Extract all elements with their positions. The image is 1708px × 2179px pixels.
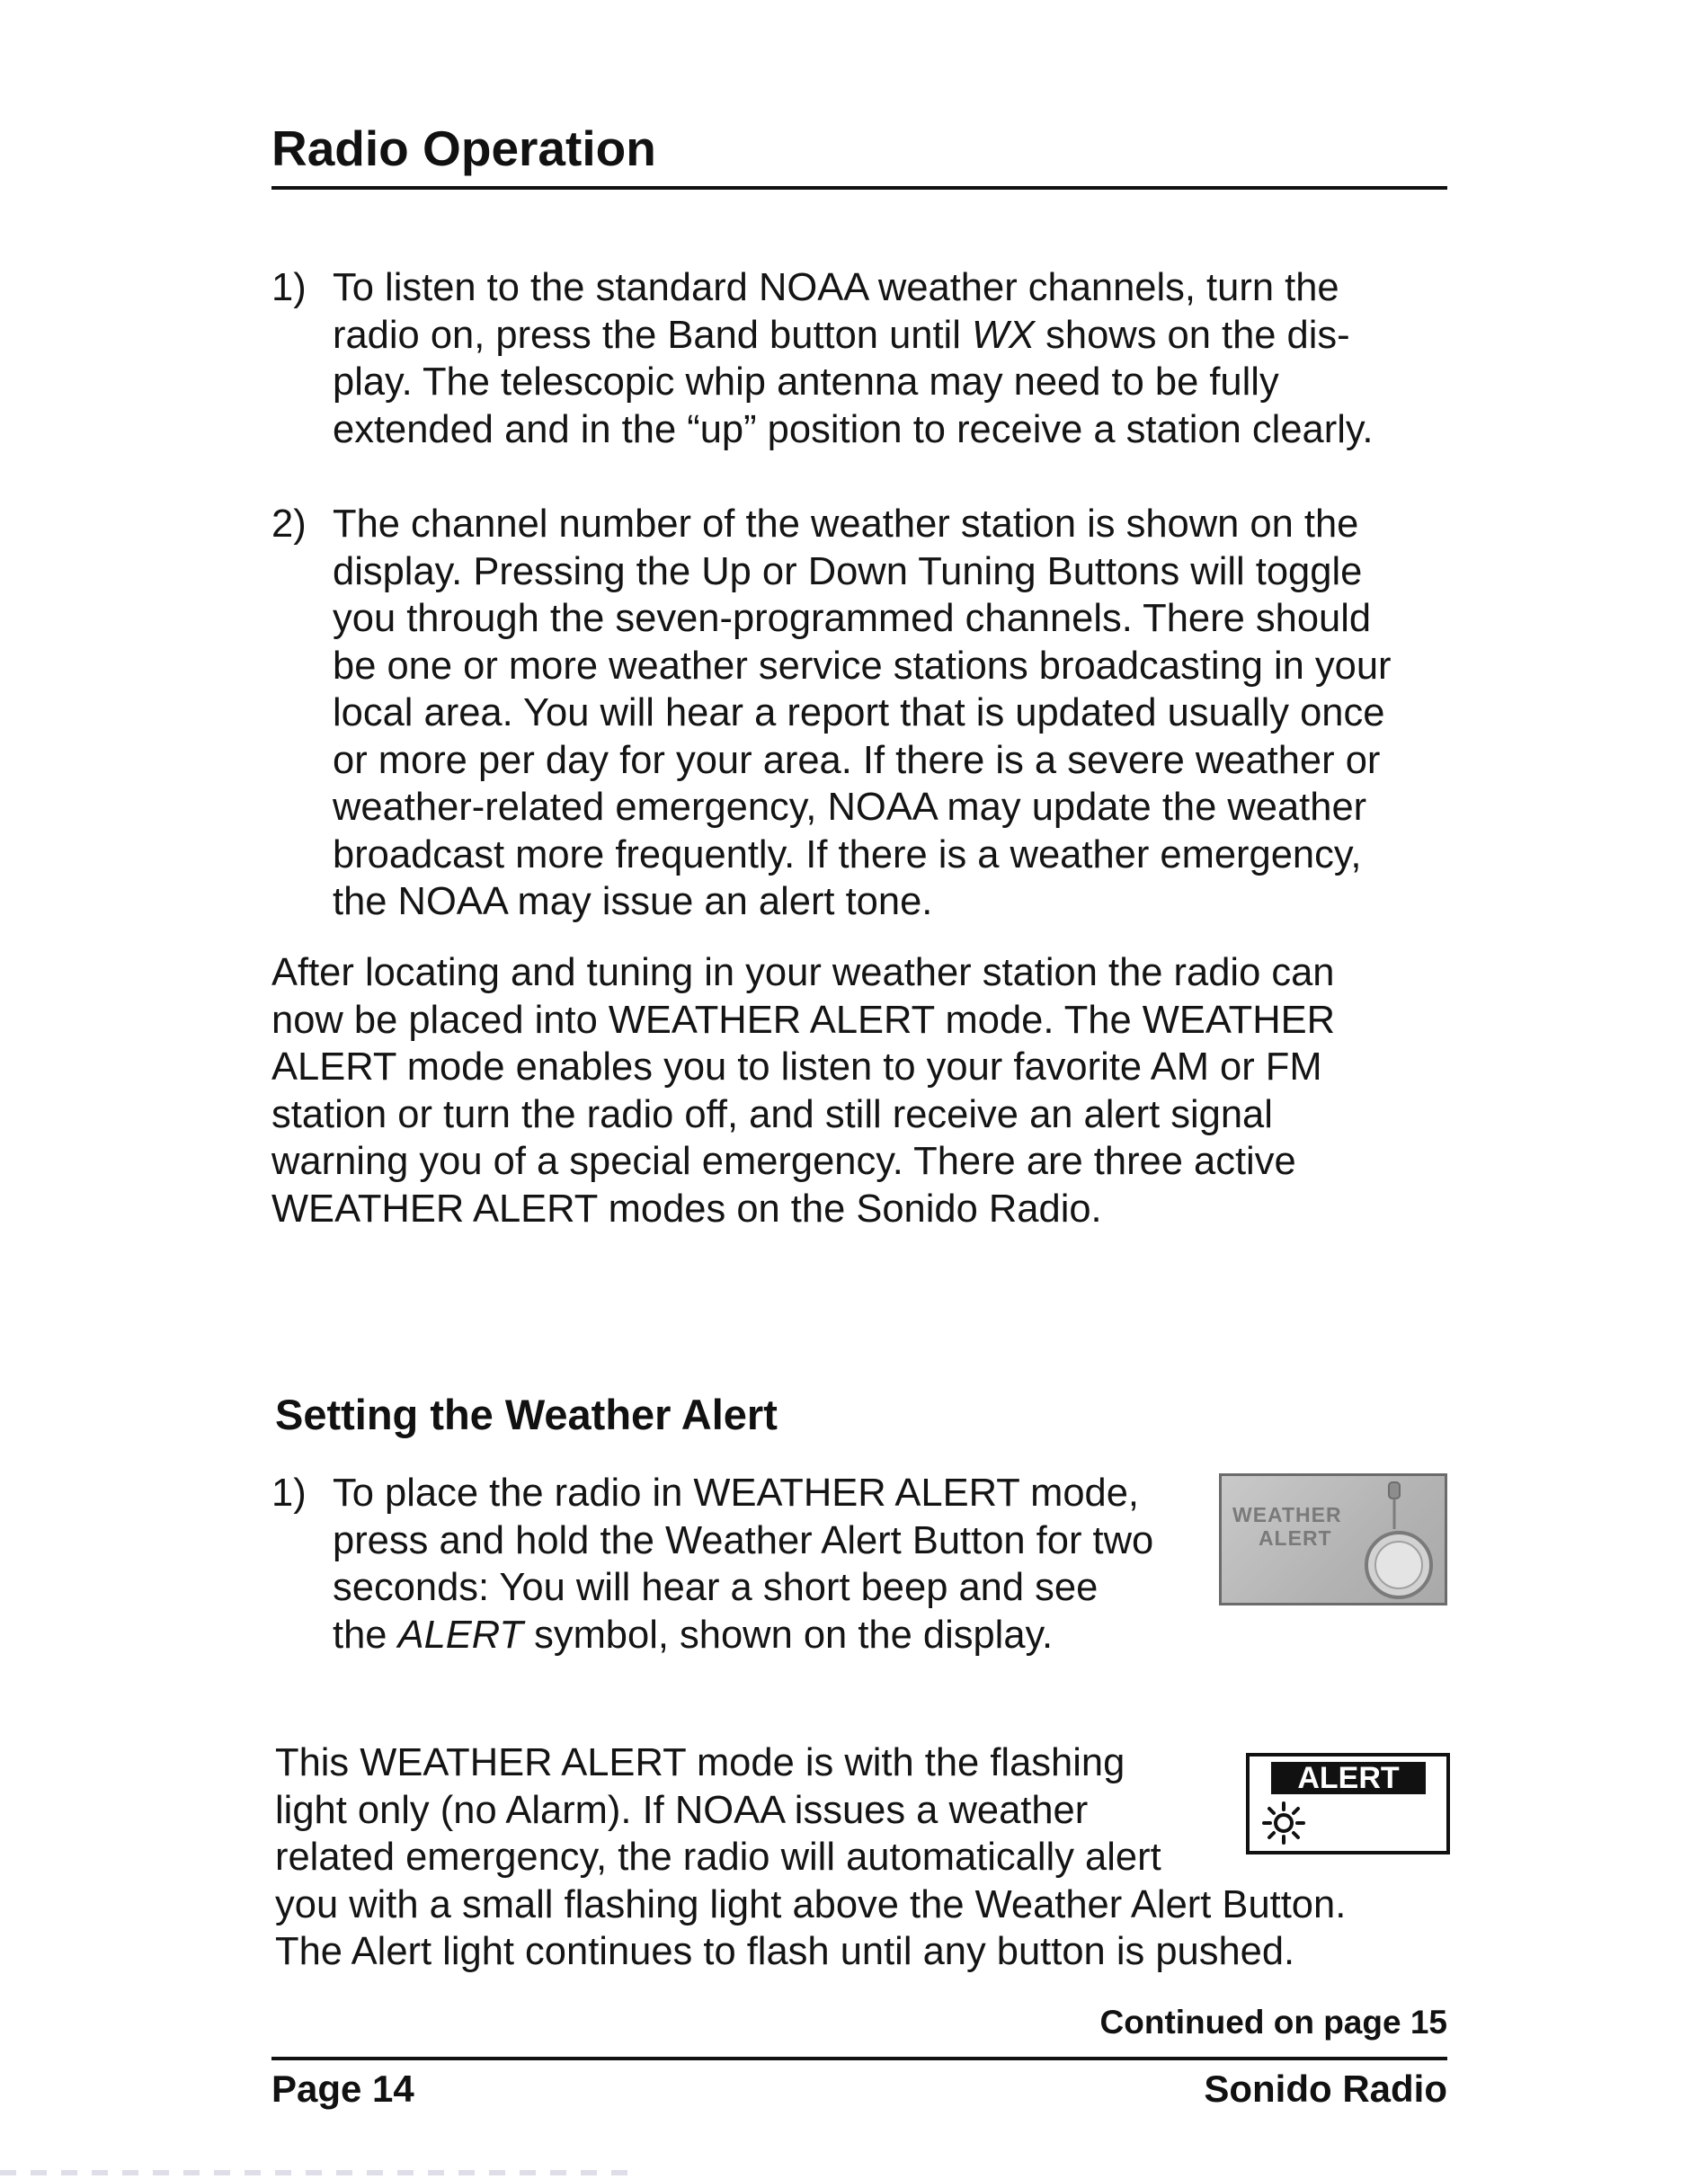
text-line: press and hold the Weather Alert Button for two — [333, 1518, 1154, 1562]
text-line: ALERT mode enables you to listen to your favorite AM or FM — [271, 1045, 1322, 1089]
text-line: you through the seven-programmed channels. There should — [333, 597, 1372, 640]
text-line: seconds: You will hear a short beep and see — [333, 1566, 1099, 1609]
text-line: WEATHER ALERT modes on the Sonido Radio. — [271, 1187, 1102, 1231]
text-line: radio on, press the Band button until WX shows on the dis- — [333, 313, 1350, 357]
text-line: play. The telescopic whip antenna may need to be fully — [333, 360, 1279, 404]
flashing-light-icon — [1262, 1801, 1305, 1845]
button-label-line: ALERT — [1258, 1526, 1332, 1550]
text-line: the ALERT symbol, shown on the display. — [333, 1613, 1054, 1657]
text-line: extended and in the “up” position to receive a station clearly. — [333, 407, 1374, 451]
page-title: Radio Operation — [271, 120, 656, 176]
scan-artifact — [0, 2170, 629, 2175]
text-line: the NOAA may issue an alert tone. — [333, 880, 933, 923]
round-button-icon — [1219, 1473, 1447, 1605]
text-line: display. Pressing the Up or Down Tuning Buttons will toggle — [333, 549, 1363, 593]
weather-alert-button-illustration — [1219, 1473, 1447, 1605]
text-line: This WEATHER ALERT mode is with the flashing — [275, 1741, 1125, 1784]
alert-tag: ALERT — [1271, 1762, 1426, 1794]
text-line: or more per day for your area. If there is a severe weather or — [333, 738, 1381, 782]
continued-note: Continued on page 15 — [1099, 2004, 1447, 2041]
list-item — [333, 264, 1373, 453]
body-paragraph — [275, 1739, 1346, 1976]
button-label-line: WEATHER — [1232, 1503, 1342, 1526]
body-paragraph — [271, 949, 1335, 1232]
list-item — [333, 501, 1392, 926]
text-line: broadcast more frequently. If there is a weather emergency, — [333, 832, 1362, 876]
text-line: warning you of a special emergency. There are three active — [271, 1140, 1296, 1183]
text-line: weather-related emergency, NOAA may update the weather — [333, 786, 1367, 829]
text-line: station or turn the radio off, and still receive an alert signal — [271, 1092, 1273, 1136]
section-heading: Setting the Weather Alert — [275, 1391, 778, 1438]
text-line: To listen to the standard NOAA weather channels, turn the — [333, 266, 1339, 309]
title-divider — [271, 186, 1447, 190]
product-name: Sonido Radio — [1204, 2068, 1447, 2110]
text-line: now be placed into WEATHER ALERT mode. The WEATHER — [271, 998, 1336, 1042]
text-line: light only (no Alarm). If NOAA issues a weather — [275, 1788, 1089, 1832]
list-item-number: 2) — [271, 503, 307, 546]
list-item-number: 1) — [271, 266, 307, 309]
footer-divider — [271, 2057, 1447, 2060]
text-line: related emergency, the radio will automatically alert — [275, 1836, 1161, 1879]
text-line: To place the radio in WEATHER ALERT mode, — [333, 1472, 1139, 1515]
page-number: Page 14 — [271, 2068, 414, 2110]
text-line: local area. You will hear a report that is updated usually once — [333, 691, 1385, 734]
text-line: be one or more weather service stations broadcasting in your — [333, 644, 1392, 688]
text-line: The Alert light continues to flash until any button is pushed. — [275, 1930, 1295, 1973]
text-line: After locating and tuning in your weather station the radio can — [271, 951, 1335, 994]
text-line: The channel number of the weather station is shown on the — [333, 503, 1359, 546]
list-item — [333, 1470, 1153, 1659]
list-item-number: 1) — [271, 1472, 307, 1515]
text-line: you with a small flashing light above the Weather Alert Button. — [275, 1882, 1347, 1926]
alert-display-illustration — [1246, 1753, 1450, 1854]
